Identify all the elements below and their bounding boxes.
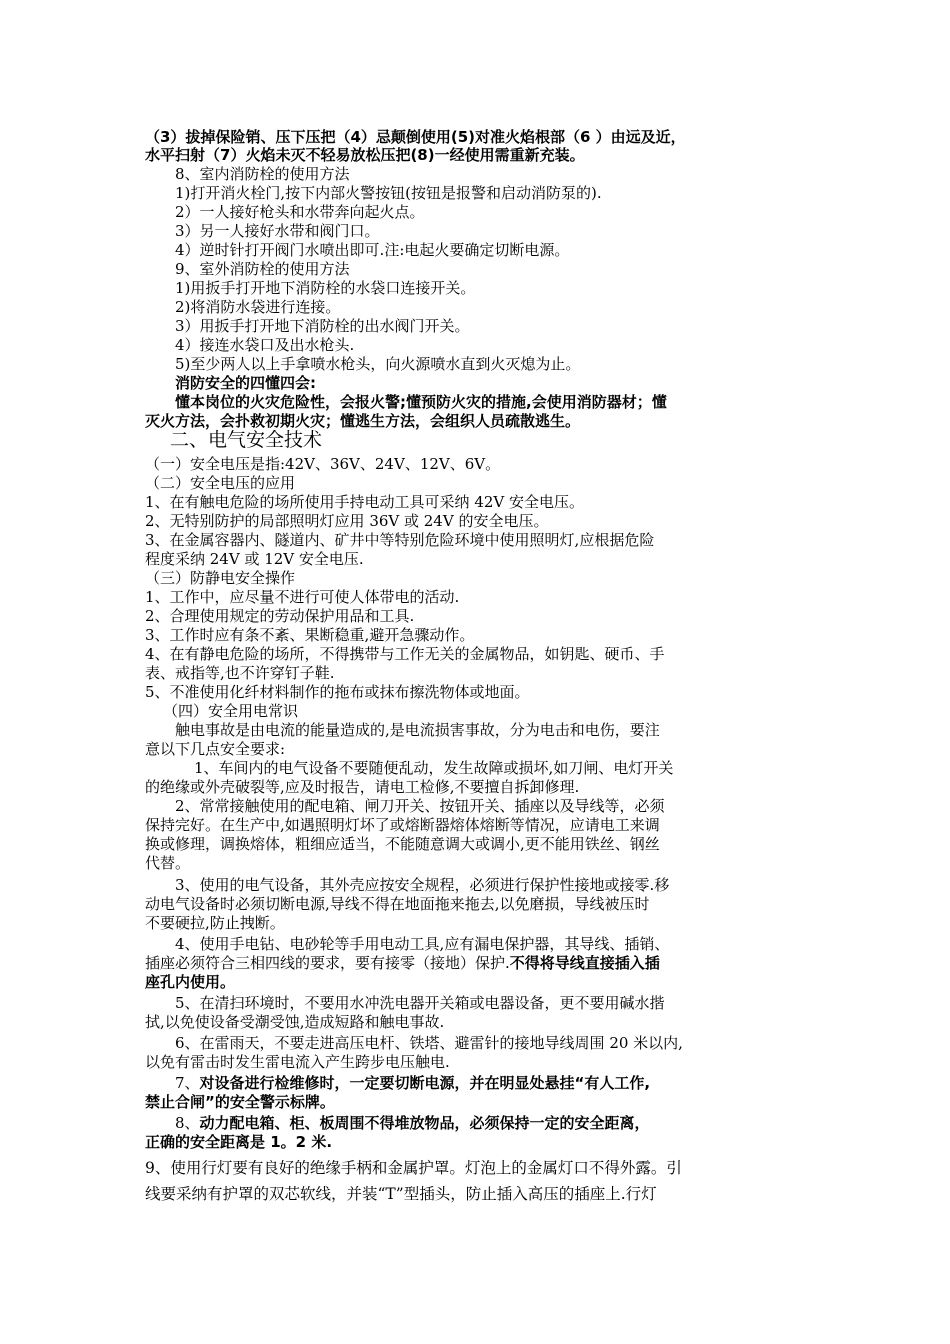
bold-span: 不得将导线直接插入插 — [509, 954, 660, 972]
text-span: 7、 — [175, 1074, 200, 1092]
bold-text-line: 懂本岗位的火灾危险性，会报火警;懂预防火灾的措施,会使用消防器材；懂 — [175, 393, 667, 411]
subsection-heading: （二）安全电压的应用 — [145, 474, 296, 492]
text-line — [145, 954, 660, 972]
text-line: 5、在清扫环境时，不要用水冲洗电器开关箱或电器设备，更不要用碱水揩 — [175, 994, 665, 1012]
text-span: 插座必须符合三相四线的要求，要有接零（接地）保护. — [145, 954, 510, 972]
text-line: 4、使用手电钻、电砂轮等手用电动工具,应有漏电保护器，其导线、插销、 — [175, 935, 670, 953]
text-line: 水平扫射（7）火焰未灭不轻易放松压把(8)一经使用需重新充装。 — [145, 146, 585, 164]
text-line: 线要采纳有护罩的双芯软线，并装“T”型插头，防止插入高压的插座上.行灯 — [145, 1185, 657, 1203]
text-line: 代替。 — [145, 854, 191, 872]
text-line: 保持完好。在生产中,如遇照明灯坏了或熔断器熔体熔断等情况，应请电工来调 — [145, 816, 660, 834]
text-line: （一）安全电压是指:42V、36V、24V、12V、6V。 — [145, 455, 501, 473]
section-heading: 8、室内消防栓的使用方法 — [175, 165, 350, 183]
text-line: 9、使用行灯要有良好的绝缘手柄和金属护罩。灯泡上的金属灯口不得外露。引 — [145, 1159, 682, 1177]
subsection-heading: （三）防静电安全操作 — [145, 569, 296, 587]
text-line: 4、在有静电危险的场所，不得携带与工作无关的金属物品，如钥匙、硬币、手 — [145, 645, 665, 663]
text-line: 1)用扳手打开地下消防栓的水袋口连接开关。 — [175, 279, 476, 297]
text-line: 2、无特别防护的局部照明灯应用 36V 或 24V 的安全电压。 — [145, 512, 549, 530]
text-line: 以免有雷击时发生雷电流入产生跨步电压触电. — [145, 1053, 450, 1071]
text-line: 1、工作中，应尽量不进行可使人体带电的活动. — [145, 588, 460, 606]
bold-text-line: 正确的安全距离是 1。2 米. — [145, 1133, 333, 1151]
text-line: 6、在雷雨天，不要走进高压电杆、铁塔、避雷针的接地导线周围 20 米以内, — [175, 1034, 683, 1052]
bold-text-line: 禁止合闸”的安全警示标牌。 — [145, 1093, 335, 1111]
chapter-heading: 二、电气安全技术 — [170, 429, 323, 451]
bold-span: 对设备进行检维修时，一定要切断电源，并在明显处悬挂“有人工作, — [199, 1074, 651, 1092]
text-line: 动电气设备时必须切断电源,导线不得在地面拖来拖去,以免磨损，导线被压时 — [145, 895, 650, 913]
text-line: （3）拔掉保险销、压下压把（4）忌颠倒使用(5)对准火焰根部（6 ）由远及近， — [145, 128, 686, 146]
text-line: 不要硬拉,防止拽断。 — [145, 914, 285, 932]
text-span: 8、 — [175, 1114, 200, 1132]
text-line: 程度采纳 24V 或 12V 安全电压. — [145, 550, 364, 568]
text-line: 3、工作时应有条不紊、果断稳重,避开急骤动作。 — [145, 626, 475, 644]
text-line: 意以下几点安全要求: — [145, 740, 286, 758]
text-line: 的绝缘或外壳破裂等,应及时报告，请电工检修,不要擅自拆卸修理. — [145, 778, 580, 796]
text-line: 5)至少两人以上手拿喷水枪头，向火源喷水直到火灭熄为止。 — [175, 355, 581, 373]
text-line: 5、不准使用化纤材料制作的拖布或抹布擦洗物体或地面。 — [145, 683, 530, 701]
bold-span: 动力配电箱、柜、板周围不得堆放物品，必须保持一定的安全距离， — [199, 1114, 650, 1132]
text-line: 表、戒指等,也不许穿钉子鞋. — [145, 664, 335, 682]
text-line: 3）另一人接好水带和阀门口。 — [175, 222, 380, 240]
text-line: 2)将消防水袋进行连接。 — [175, 298, 341, 316]
text-line: 换或修理，调换熔体，粗细应适当，不能随意调大或调小,更不能用铁丝、钢丝 — [145, 835, 660, 853]
text-line: 1、车间内的电气设备不要随便乱动，发生故障或损坏,如刀闸、电灯开关 — [194, 759, 674, 777]
text-line: 4）逆时针打开阀门水喷出即可.注:电起火要确定切断电源。 — [175, 241, 570, 259]
bold-text-line: 座孔内使用。 — [145, 973, 236, 991]
bold-text-line: 灭火方法，会扑救初期火灾；懂逃生方法，会组织人员疏散逃生。 — [145, 412, 581, 430]
text-line: 1、在有触电危险的场所使用手持电动工具可采纳 42V 安全电压。 — [145, 493, 585, 511]
text-line — [175, 1074, 650, 1092]
text-line — [175, 1114, 650, 1132]
text-line: 拭,以免使设备受潮受蚀,造成短路和触电事故. — [145, 1013, 445, 1031]
text-line: 2、合理使用规定的劳动保护用品和工具. — [145, 607, 415, 625]
bold-heading: 消防安全的四懂四会: — [175, 374, 316, 392]
text-line: 3、在金属容器内、隧道内、矿井中等特别危险环境中使用照明灯,应根据危险 — [145, 531, 655, 549]
text-line: 3）用扳手打开地下消防栓的出水阀门开关。 — [175, 317, 470, 335]
text-line: 3、使用的电气设备，其外壳应按安全规程，必须进行保护性接地或接零.移 — [175, 876, 670, 894]
section-heading: 9、室外消防栓的使用方法 — [175, 260, 350, 278]
text-line: 1)打开消火栓门,按下内部火警按钮(按钮是报警和启动消防泵的). — [175, 184, 602, 202]
text-line: 2）一人接好枪头和水带奔向起火点。 — [175, 203, 425, 221]
text-line: 触电事故是由电流的能量造成的,是电流损害事故，分为电击和电伤，要注 — [175, 721, 660, 739]
subsection-heading: （四）安全用电常识 — [163, 702, 299, 720]
text-line: 4）接连水袋口及出水枪头. — [175, 336, 355, 354]
text-line: 2、常常接触使用的配电箱、闸刀开关、按钮开关、插座以及导线等，必须 — [175, 797, 665, 815]
